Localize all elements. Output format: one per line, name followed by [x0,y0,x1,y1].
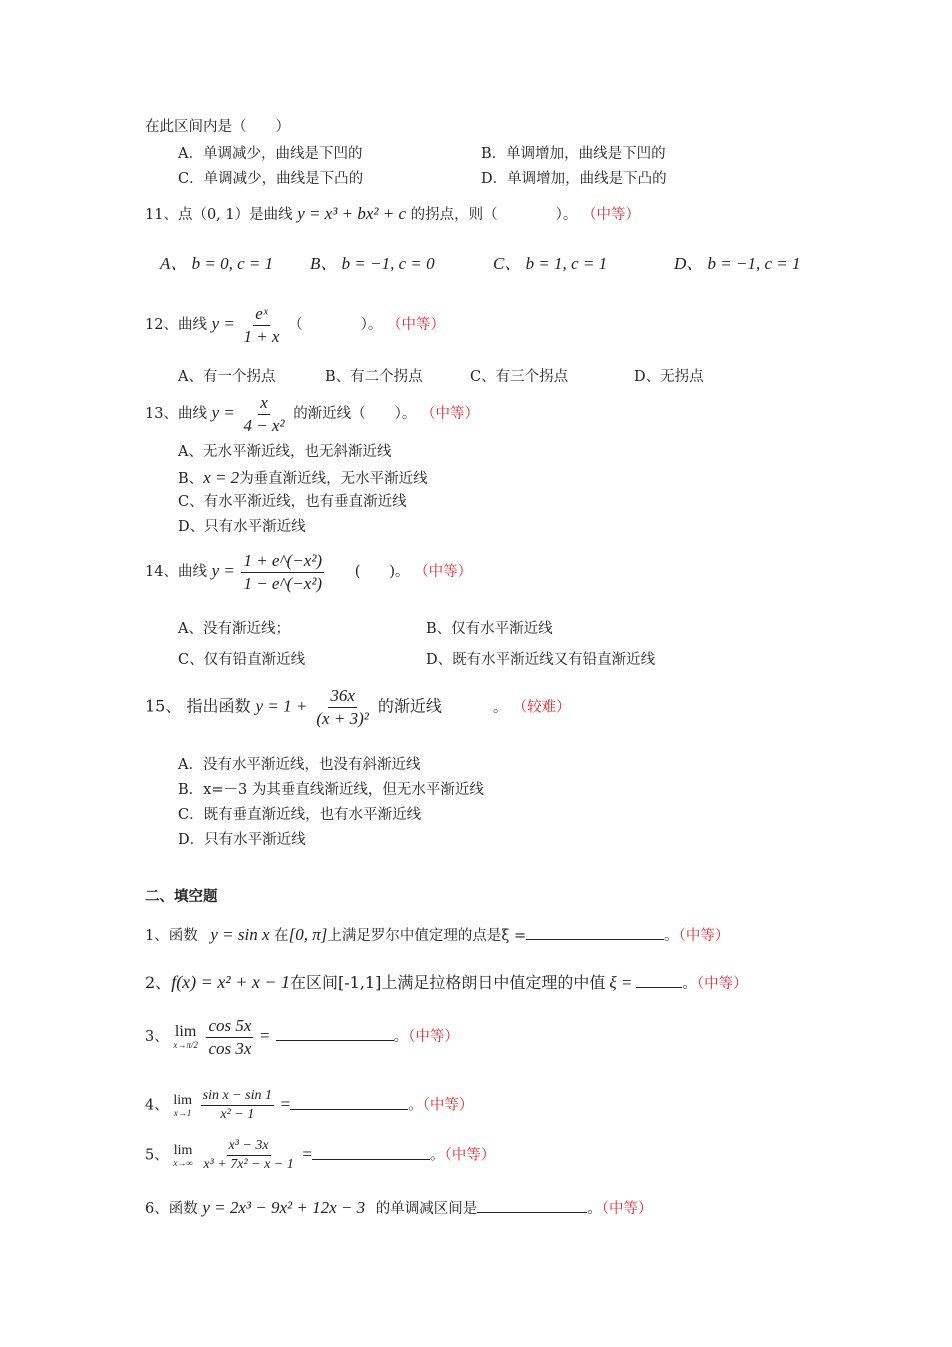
q15-difficulty-badge: （较难） [512,699,571,716]
q14-fraction [241,551,324,593]
q11-option-d [674,254,801,274]
q15-fraction [314,686,370,728]
f3-numerator: cos 5x [206,1016,253,1038]
f3-answer-blank[interactable] [276,1026,394,1041]
q11-option-b [310,254,435,274]
q11-stem [145,204,640,224]
q13-suffix: 的渐近线（ ）。 [293,406,417,423]
q14-denominator: 1 − e^(−x²) [243,573,323,593]
q14-stem [145,551,472,593]
q14-numerator: 1 + e^(−x²) [241,551,324,573]
f6-difficulty-badge: （中等） [601,1201,653,1217]
f2-mid: 在区间[-1,1]上满足拉格朗日中值定理的中值 [289,973,606,992]
q13-denominator: 4 − x² [243,415,285,435]
f4-limit [173,1094,192,1118]
f1-difficulty-badge: （中等） [678,928,730,944]
q13-fraction [241,393,286,435]
f2-tail: 。 [682,976,697,992]
q14-lhs: y = [211,561,235,581]
f6-formula: y = 2x³ − 9x² + 12x − 3 [202,1198,366,1217]
f6-mid: 的单调减区间是 [375,1201,478,1217]
f1-mid2: 上满足罗尔中值定理的点是ξ = [327,928,527,944]
q15-denominator: (x + 3)² [316,708,369,728]
q12-option-b: B、有二个拐点 [325,369,423,385]
f2-xi: ξ = [609,973,633,992]
q13-prefix: 13、曲线 [145,406,207,423]
q13-option-d: D、只有水平渐近线 [178,519,306,535]
q10-option-d: D．单调增加，曲线是下凸的 [481,171,667,187]
f1-mid1: 在 [274,928,289,944]
f4-fraction [201,1088,274,1123]
q14-suffix: ( )。 [354,564,410,581]
f3-difficulty-badge: （中等） [408,1029,459,1046]
f2-difficulty-badge: （中等） [696,976,748,992]
f2-prefix: 2、 [145,973,172,992]
q10-stem-tail: 在此区间内是（ ） [145,119,290,135]
f1-formula: y = sin x [210,925,270,944]
f3-prefix: 3、 [145,1029,169,1046]
f6-prefix: 6、函数 [145,1201,198,1217]
f3-limit [173,1024,198,1050]
f5-answer-blank[interactable] [312,1145,430,1160]
f4-tail: 。 [408,1097,423,1114]
f4-denominator: x² − 1 [220,1107,255,1123]
f3-lim-word: lim [174,1023,197,1041]
q15-option-a: A．没有水平渐近线，也没有斜渐近线 [178,757,421,773]
q10-option-a: A．单调减少，曲线是下凹的 [178,146,363,162]
q12-option-a: A、有一个拐点 [178,369,276,385]
fill-4 [145,1088,473,1123]
q13-lhs: y = [211,403,235,423]
q11-option-c-text: C、 b = 1, c = 1 [493,254,608,273]
f4-numerator: sin x − sin 1 [201,1088,274,1106]
q15-option-c: C．既有垂直渐近线，也有水平渐近线 [178,807,422,823]
q15-option-d: D．只有水平渐近线 [178,832,306,848]
q11-suffix: 的拐点，则（ ）。 [410,207,578,223]
q15-tail: 。 [493,699,508,716]
f3-fraction [206,1016,253,1058]
q13-numerator: x [258,393,270,415]
q13-option-b-label: B、 [178,471,204,487]
f5-limit [173,1144,192,1168]
q12-suffix: （ ）。 [288,317,383,334]
q15-prefix: 15、 指出函数 [145,696,251,716]
f5-fraction [201,1138,295,1173]
fill-6 [145,1198,652,1218]
q11-option-d-text: D、 b = −1, c = 1 [674,254,801,273]
q13-option-b-formula: x = 2 [203,468,240,487]
f5-equals: = [302,1144,312,1164]
f1-interval: [0, π] [288,925,328,944]
q12-stem [145,304,445,346]
q11-formula: y = x³ + bx² + c [297,204,407,223]
f1-tail: 。 [664,928,679,944]
f1-answer-blank[interactable] [526,925,664,940]
f4-lim-sub: x→1 [173,1107,192,1118]
q15-stem [145,686,571,728]
f2-formula: f(x) = x² + x − 1 [171,972,290,992]
q12-fraction [241,304,281,346]
q13-option-a: A、无水平渐近线，也无斜渐近线 [178,444,392,460]
f6-answer-blank[interactable] [477,1198,587,1213]
f3-lim-sub: x→π/2 [173,1040,198,1051]
q14-difficulty-badge: （中等） [414,564,473,581]
q11-option-c [493,254,607,274]
q12-difficulty-badge: （中等） [386,317,445,334]
q10-option-c: C．单调减少，曲线是下凸的 [178,171,364,187]
f6-tail: 。 [587,1201,602,1217]
fill-3 [145,1016,459,1058]
q13-difficulty-badge: （中等） [421,406,480,423]
q13-option-b [178,468,428,488]
q13-stem [145,393,479,435]
f5-tail: 。 [429,1147,445,1164]
f4-equals: = [280,1094,291,1114]
f5-difficulty-badge: （中等） [444,1147,496,1164]
f1-prefix: 1、函数 [145,928,198,944]
f4-prefix: 4、 [145,1097,169,1114]
q15-suffix: 的渐近线 [377,696,442,716]
q12-prefix: 12、曲线 [145,317,207,334]
q12-option-d: D、无拐点 [634,369,704,385]
q11-prefix: 11、点（0, 1）是曲线 [145,207,293,223]
q15-numerator: 36x [328,686,357,708]
q15-option-b: B．x=－3 为其垂直线渐近线，但无水平渐近线 [178,782,484,798]
f5-lim-word: lim [173,1142,193,1158]
q14-option-a: A、没有渐近线； [178,621,290,637]
f5-numerator: x³ − 3x [227,1138,271,1156]
q10-option-b: B．单调增加，曲线是下凹的 [481,146,666,162]
q13-option-b-text: 为垂直渐近线，无水平渐近线 [239,471,428,487]
f5-prefix: 5、 [145,1147,169,1164]
q14-option-c: C、仅有铅直渐近线 [178,652,306,668]
section-title-fill-in: 二、填空题 [145,888,218,905]
q14-option-b: B、仅有水平渐近线 [426,621,553,637]
fill-5 [145,1138,495,1173]
f2-answer-blank[interactable] [636,973,682,988]
q14-prefix: 14、曲线 [145,564,207,581]
fill-1 [145,925,729,945]
q12-numerator: eˣ [253,304,269,326]
f3-equals: = [260,1026,270,1046]
q11-option-a-text: A、 b = 0, c = 1 [160,254,274,273]
f5-denominator: x³ + 7x² − x − 1 [203,1157,294,1173]
q11-option-a [160,254,273,274]
f4-answer-blank[interactable] [290,1095,408,1110]
q15-lhs: y = 1 + [255,696,308,716]
f5-lim-sub: x→∞ [173,1157,193,1168]
q11-difficulty-badge: （中等） [582,207,640,223]
q13-option-c: C、有水平渐近线，也有垂直渐近线 [178,494,407,510]
q12-option-c: C、有三个拐点 [470,369,569,385]
f4-difficulty-badge: （中等） [422,1097,474,1114]
q12-lhs: y = [211,314,235,334]
q12-denominator: 1 + x [243,326,280,346]
f3-denominator: cos 3x [208,1038,252,1058]
q14-option-d: D、既有水平渐近线又有铅直渐近线 [426,652,656,668]
f4-lim-word: lim [173,1092,193,1108]
fill-2 [145,972,748,994]
q11-option-b-text: B、 b = −1, c = 0 [310,254,435,273]
f3-tail: 。 [393,1029,409,1046]
